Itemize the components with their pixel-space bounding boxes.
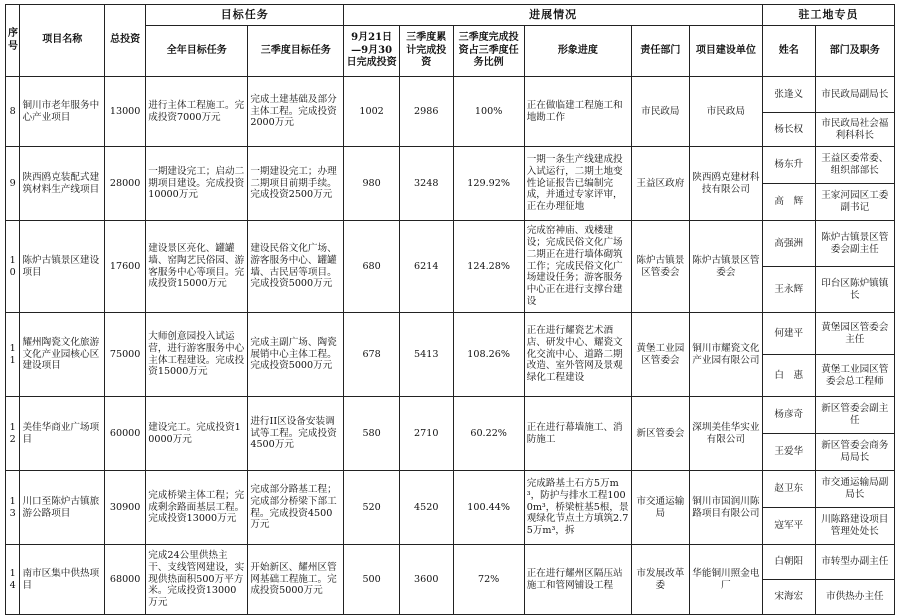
staff-post: 黄堡园区管委会主任 <box>815 313 894 355</box>
header-annual-target: 全年目标任务 <box>146 26 248 77</box>
staff-name: 赵卫东 <box>762 471 815 508</box>
staff-name: 杨长权 <box>762 113 815 147</box>
row-period-investment: 1002 <box>344 77 400 147</box>
row-total-investment: 75000 <box>105 313 146 397</box>
row-project-name: 耀州陶瓷文化旅游文化产业园核心区建设项目 <box>20 313 105 397</box>
row-period-investment: 980 <box>344 147 400 221</box>
table-row <box>6 545 895 580</box>
row-builder: 市民政局 <box>689 77 762 147</box>
row-builder: 铜川市耀瓷文化产业园有限公司 <box>689 313 762 397</box>
row-q3-target: 完成土建基础及部分主体工程。完成投资2000万元 <box>248 77 344 147</box>
header-q3-target: 三季度目标任务 <box>248 26 344 77</box>
row-builder: 陕西鸥克建材科技有限公司 <box>689 147 762 221</box>
row-q3-cumulative: 5413 <box>399 313 453 397</box>
staff-post: 黄堡工业园区管委会总工程师 <box>815 355 894 397</box>
row-responsible-dept: 王益区政府 <box>631 147 689 221</box>
table-row <box>6 77 895 113</box>
table-body <box>6 77 895 615</box>
row-annual-target: 完成24公里供热主干、支线管网建设，实现供热面积500万平方米。完成投资13000万元 <box>146 545 248 615</box>
row-annual-target: 建设景区亮化、罐罐墙、窑陶艺民俗园、游客服务中心等项目。完成投资15000万元 <box>146 221 248 313</box>
header-progress-group: 进展情况 <box>344 5 763 26</box>
row-q3-target: 一期建设完工；办理二期项目前期手续。完成投资2500万元 <box>248 147 344 221</box>
row-period-investment: 580 <box>344 397 400 471</box>
staff-post: 王家河园区工委副书记 <box>815 184 894 221</box>
row-q3-cumulative: 3248 <box>399 147 453 221</box>
row-seq: 14 <box>6 545 20 615</box>
staff-post: 市民政局社会福利科科长 <box>815 113 894 147</box>
row-q3-cumulative: 2986 <box>399 77 453 147</box>
staff-post: 王益区委常委、组织部部长 <box>815 147 894 184</box>
row-project-name: 南市区集中供热项目 <box>20 545 105 615</box>
row-total-investment: 68000 <box>105 545 146 615</box>
row-visual-progress: 完成路基土石方5万m³，防护与排水工程1000m³，桥梁桩基5根，景观绿化节点土方填筑2.75万m³，拆 <box>524 471 631 545</box>
staff-name: 王永辉 <box>762 267 815 313</box>
row-project-name: 陕西鸥克装配式建筑材料生产线项目 <box>20 147 105 221</box>
header-period-investment: 9月21日—9月30日完成投资 <box>344 26 400 77</box>
staff-post: 市转型办副主任 <box>815 545 894 580</box>
row-q3-target: 建设民俗文化广场、游客服务中心、罐罐墙、古民居等项目。完成投资5000万元 <box>248 221 344 313</box>
row-visual-progress: 一期一条生产线建成投入试运行，二期土地变性论证报告已编制完成，并通过专家评审，正在办理征地 <box>524 147 631 221</box>
row-period-investment: 500 <box>344 545 400 615</box>
table-row <box>6 147 895 184</box>
staff-post: 新区管委会副主任 <box>815 397 894 434</box>
row-q3-ratio: 72% <box>453 545 524 615</box>
staff-name: 白 惠 <box>762 355 815 397</box>
row-seq: 8 <box>6 77 20 147</box>
table-row <box>6 397 895 434</box>
staff-post: 陈炉古镇景区管委会副主任 <box>815 221 894 267</box>
row-total-investment: 17600 <box>105 221 146 313</box>
row-project-name: 陈炉古镇景区建设项目 <box>20 221 105 313</box>
row-total-investment: 13000 <box>105 77 146 147</box>
row-q3-ratio: 129.92% <box>453 147 524 221</box>
row-project-name: 美佳华商业广场项目 <box>20 397 105 471</box>
project-progress-table <box>5 4 895 615</box>
header-target-group: 目标任务 <box>146 5 344 26</box>
row-responsible-dept: 黄堡工业园区管委会 <box>631 313 689 397</box>
staff-name: 高强洲 <box>762 221 815 267</box>
row-responsible-dept: 新区管委会 <box>631 397 689 471</box>
row-annual-target: 大师创意园投入试运营，进行游客服务中心主体工程建设。完成投资15000万元 <box>146 313 248 397</box>
row-annual-target: 完成桥梁主体工程；完成剩余路面基层工程。完成投资13000万元 <box>146 471 248 545</box>
row-responsible-dept: 市发展改革委 <box>631 545 689 615</box>
header-q3-cumulative: 三季度累计完成投资 <box>399 26 453 77</box>
header-q3-ratio: 三季度完成投资占三季度任务比例 <box>453 26 524 77</box>
row-annual-target: 一期建设完工；启动二期项目建设。完成投资10000万元 <box>146 147 248 221</box>
row-visual-progress: 正在进行幕墙施工、消防施工 <box>524 397 631 471</box>
row-q3-cumulative: 6214 <box>399 221 453 313</box>
row-seq: 10 <box>6 221 20 313</box>
staff-post: 川陈路建设项目管理处处长 <box>815 508 894 545</box>
staff-post: 市供热办主任 <box>815 580 894 615</box>
row-period-investment: 678 <box>344 313 400 397</box>
row-visual-progress: 正在进行耀州区隔压站施工和管网铺设工程 <box>524 545 631 615</box>
staff-post: 市交通运输局副局长 <box>815 471 894 508</box>
table-row <box>6 313 895 355</box>
staff-post: 新区管委会商务局局长 <box>815 434 894 471</box>
row-q3-ratio: 124.28% <box>453 221 524 313</box>
project-table-wrapper <box>5 4 895 615</box>
header-builder: 项目建设单位 <box>689 26 762 77</box>
row-period-investment: 520 <box>344 471 400 545</box>
row-q3-target: 进行II区设备安装调试等工程。完成投资4500万元 <box>248 397 344 471</box>
row-q3-target: 完成主副广场、陶瓷展销中心主体工程。完成投资5000万元 <box>248 313 344 397</box>
header-project-name: 项目名称 <box>20 5 105 77</box>
row-q3-cumulative: 2710 <box>399 397 453 471</box>
staff-post: 市民政局副局长 <box>815 77 894 113</box>
row-q3-ratio: 60.22% <box>453 397 524 471</box>
staff-name: 王爱华 <box>762 434 815 471</box>
staff-name: 宋海宏 <box>762 580 815 615</box>
staff-name: 张逢义 <box>762 77 815 113</box>
header-visual-progress: 形象进度 <box>524 26 631 77</box>
row-responsible-dept: 市交通运输局 <box>631 471 689 545</box>
row-seq: 12 <box>6 397 20 471</box>
row-q3-ratio: 100.44% <box>453 471 524 545</box>
row-annual-target: 建设完工。完成投资10000万元 <box>146 397 248 471</box>
row-responsible-dept: 市民政局 <box>631 77 689 147</box>
row-q3-cumulative: 3600 <box>399 545 453 615</box>
row-visual-progress: 完成窑神庙、戏楼建设；完成民俗文化广场二期正在进行墙体砌筑工作；完成民俗文化广场建设任务；游客服务中心正在进行支撑台建设 <box>524 221 631 313</box>
staff-name: 寇军平 <box>762 508 815 545</box>
row-visual-progress: 正在做临建工程施工和地勘工作 <box>524 77 631 147</box>
row-q3-target: 完成部分路基工程；完成部分桥梁下部工程。完成投资4500万元 <box>248 471 344 545</box>
row-builder: 陈炉古镇景区管委会 <box>689 221 762 313</box>
row-responsible-dept: 陈炉古镇景区管委会 <box>631 221 689 313</box>
header-staff-name: 姓名 <box>762 26 815 77</box>
staff-name: 杨东升 <box>762 147 815 184</box>
row-seq: 13 <box>6 471 20 545</box>
row-q3-ratio: 108.26% <box>453 313 524 397</box>
header-staff-post: 部门及职务 <box>815 26 894 77</box>
staff-name: 白朝阳 <box>762 545 815 580</box>
row-total-investment: 30900 <box>105 471 146 545</box>
row-annual-target: 进行主体工程施工。完成投资7000万元 <box>146 77 248 147</box>
row-builder: 深圳美佳华实业有限公司 <box>689 397 762 471</box>
staff-name: 杨彦奇 <box>762 397 815 434</box>
table-row <box>6 221 895 267</box>
row-total-investment: 60000 <box>105 397 146 471</box>
staff-name: 高 辉 <box>762 184 815 221</box>
row-seq: 9 <box>6 147 20 221</box>
staff-name: 何建平 <box>762 313 815 355</box>
row-q3-cumulative: 4520 <box>399 471 453 545</box>
header-total-investment: 总投资 <box>105 5 146 77</box>
row-visual-progress: 正在进行耀瓷艺术酒店、研发中心、耀瓷文化交流中心、道路二期改造、室外管网及景观绿化工程建设 <box>524 313 631 397</box>
row-project-name: 铜川市老年服务中心产业项目 <box>20 77 105 147</box>
row-total-investment: 28000 <box>105 147 146 221</box>
row-period-investment: 680 <box>344 221 400 313</box>
row-q3-target: 开始新区、耀州区管网基础工程施工。完成投资5000万元 <box>248 545 344 615</box>
header-staff-group: 驻工地专员 <box>762 5 894 26</box>
row-builder: 华能铜川照金电厂 <box>689 545 762 615</box>
row-builder: 铜川市国润川陈路项目有限公司 <box>689 471 762 545</box>
row-project-name: 川口至陈炉古镇旅游公路项目 <box>20 471 105 545</box>
header-responsible-dept: 责任部门 <box>631 26 689 77</box>
header-seq: 序号 <box>6 5 20 77</box>
staff-post: 印台区陈炉镇镇长 <box>815 267 894 313</box>
table-row <box>6 471 895 508</box>
row-seq: 11 <box>6 313 20 397</box>
table-header <box>6 5 895 77</box>
row-q3-ratio: 100% <box>453 77 524 147</box>
